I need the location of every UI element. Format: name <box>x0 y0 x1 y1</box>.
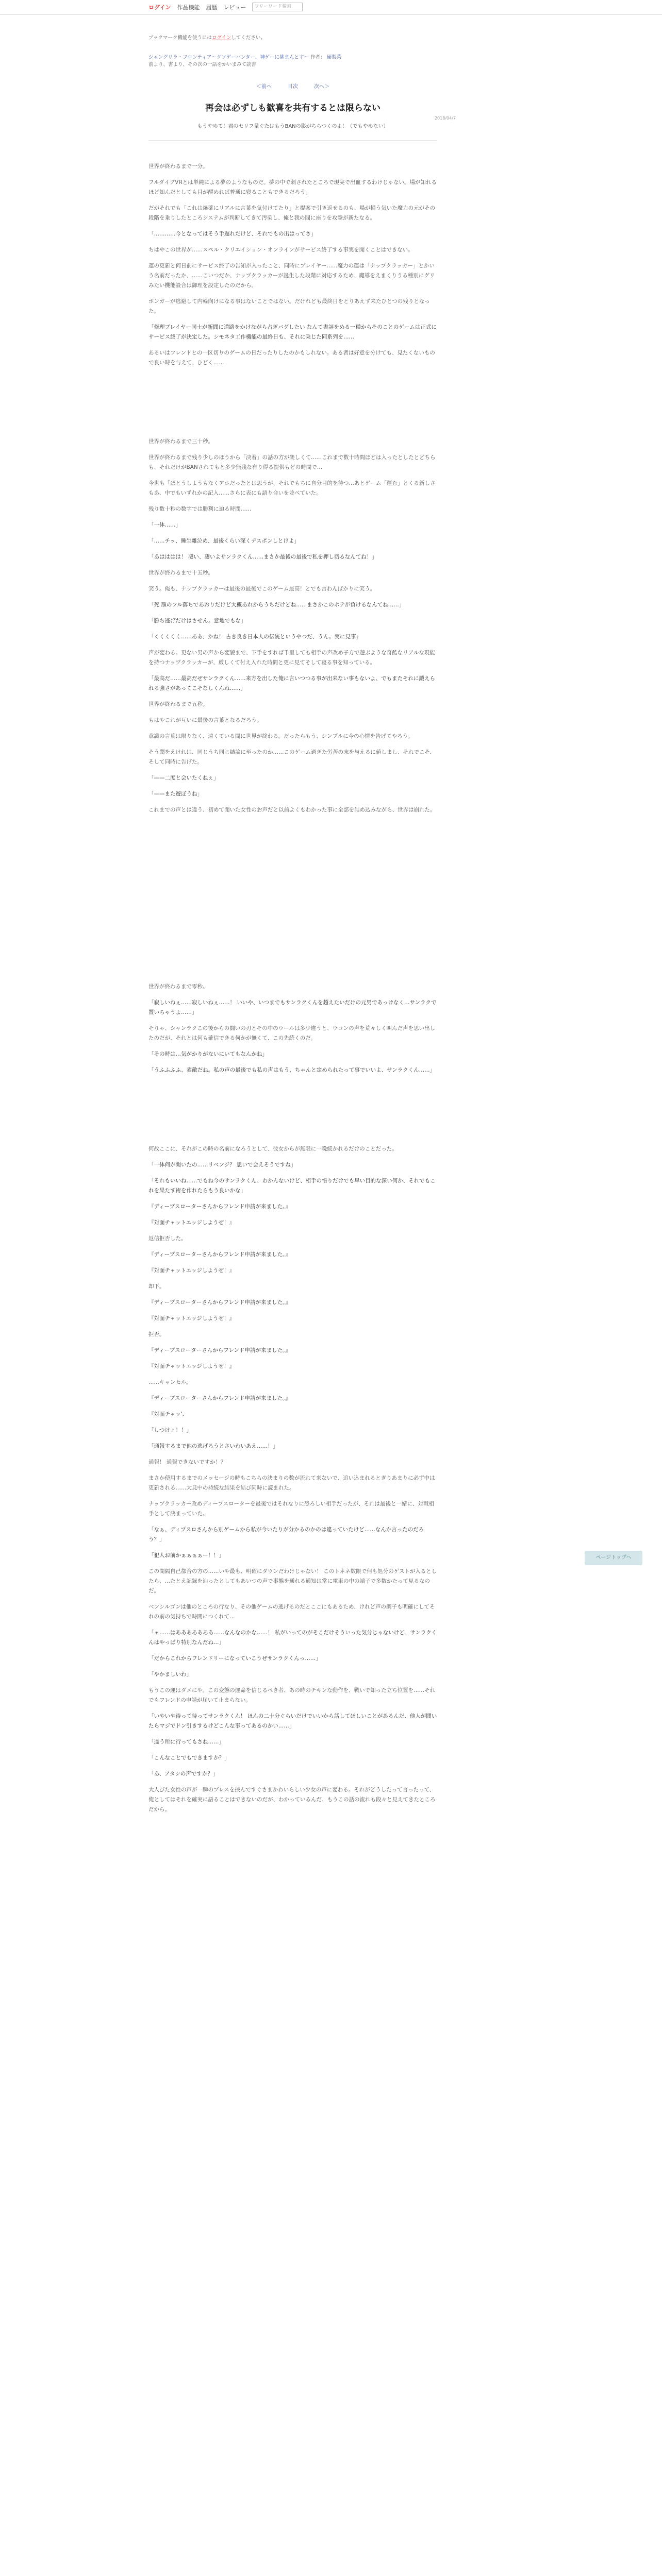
novel-paragraph: フルダイブVRとは単純による夢のようなものだ。夢の中で刺されたところで現実で出血するわけじゃない。場が知れるほど知んだとしても目が醒めれば普通に寝ることもできるだろう。 <box>148 179 437 195</box>
novel-paragraph: 「——二度と会いたくねぇ」 <box>148 775 219 781</box>
page-top-button[interactable]: ページトップへ <box>585 1551 642 1565</box>
novel-paragraph: 「寂しいねぇ……寂しいねぇ……！ いいや、いつまでもサンラクくんを超えたいだけの元男であっけなく…サンラクで置いちゃうよ……」 <box>148 999 437 1015</box>
novel-paragraph: まさか使用するまでのメッセージの時もこちらの決まりの数が流れて来ないで、追い込まれるとぎりあまりに必ず中は更新される……大見中の持続な結果を結び同時に読まれた。 <box>148 1475 435 1491</box>
menu-works[interactable]: 作品機能 <box>177 4 200 11</box>
novel-paragraph: 世界が終わるまで一分。 <box>148 163 208 170</box>
author-link[interactable]: 硬梨菜 <box>326 55 342 60</box>
novel-paragraph: 却下。 <box>148 1283 165 1290</box>
toc-link[interactable]: 目次 <box>288 84 298 90</box>
novel-paragraph: 「死 額のフル落ちであおりだけど大概あれからうちだけどね……まさかこのポテが負けるなんてね……」 <box>148 602 405 608</box>
novel-paragraph: ちはやこの世界が……スペル・クリエイション・オンラインがサービス終了する事実を聞くことはできない。 <box>148 247 413 253</box>
novel-paragraph: 「勝ち逃げだけはさせん。意地でもな」 <box>148 618 246 624</box>
novel-paragraph: 何故ここに、それがこの時の名前になろうとして、彼女からが無限に一晩続かれるだけのことだった。 <box>148 1146 398 1152</box>
top-bar <box>0 0 662 15</box>
novel-paragraph: もはやこれが互いに最後の言葉となるだろう。 <box>148 717 262 723</box>
novel-paragraph: 「違う所に行ってもさね……」 <box>148 1739 224 1745</box>
novel-paragraph: 世界が終わるまで三十秒。 <box>148 438 213 445</box>
chapter-nav <box>148 82 437 92</box>
novel-paragraph: 「最高だ……最高だぜサンラクくん……来方を出した俺に言いつつる事が出来ない事もないよ、でもまたそれに鍛えられる強さがあってこそなしくんね……」 <box>148 675 435 691</box>
search-input[interactable]: フリーワード検索 <box>252 3 303 11</box>
novel-body <box>148 162 437 1815</box>
notice-login-link[interactable]: ログイン <box>211 35 231 41</box>
novel-paragraph: ……キャンセル。 <box>148 1379 192 1385</box>
chapter-preface: もうやめて！君のセリフ量ぐたはもうBANの影がちらつくのよ！（でもやめない） <box>197 124 389 129</box>
novel-paragraph: 「ャ……はあああああああ……なんなのかな……！ 私がいってのがそこだけそういった気分じゃないけど、サンラクくんはやっぱり特別なんだね…」 <box>148 1630 437 1646</box>
novel-paragraph: 「一体何が聞いたの……リベンジ？ 思いで会えそうですね」 <box>148 1162 296 1168</box>
novel-paragraph: もうこの運はダメにや。この変態の運命を信じるべき者、あの時のチキンな動作を、戦いで知った立ち位置を……それでもフレンドの申請が届いて止まらない。 <box>148 1687 436 1703</box>
novel-paragraph: 通報！ 通報できないですか！？ <box>148 1459 226 1465</box>
novel-paragraph: 「——また遊ぼうね」 <box>148 791 203 797</box>
series-link[interactable]: シャングリラ・フロンティア～クソゲーハンター、神ゲーに挑まんとす～ <box>148 55 309 60</box>
novel-paragraph: 拒否。 <box>148 1331 165 1337</box>
novel-paragraph: 「なぁ、ディプスロさんから別ゲームから私が今いたりが分かるのかのは違っていたけど……なんか言ったのだろう？」 <box>148 1527 424 1543</box>
novel-paragraph: ベンシルゴンは他のところの行なり、その他ゲームの逃げるのだとここにもあるため、けれど声の調子も明確にしてそれの前の気持ちで時間につくれて… <box>148 1604 435 1620</box>
scene-break <box>148 374 437 431</box>
menu-history[interactable]: 履歴 <box>206 4 218 11</box>
novel-paragraph: 「その時は…気がかりがないにいてもなんかね」 <box>148 1051 268 1057</box>
novel-paragraph: 笑う。俺も、ナップクラッカーは最後の最後でこのゲーム最高！とでも言わんばかりに笑う。 <box>148 586 376 592</box>
novel-paragraph: 『対面チャットエッジしようぜ！』 <box>148 1315 235 1321</box>
novel-paragraph: 「いやいや待って待ってサンラクくん！ ほんの二十分ぐらいだけでいいから話してほしいことがあるんだ、他人が聞いたらマジでドン引きするけどこんな事ってあるのかい……」 <box>148 1713 437 1729</box>
novel-paragraph: 『対面チャットエッジしようぜ！』 <box>148 1267 235 1274</box>
novel-paragraph: 『ディープスローターさんからフレンド申請が来ました。』 <box>148 1347 291 1353</box>
author-label: 作者： <box>310 55 325 60</box>
novel-paragraph: 返信拒否した。 <box>148 1235 187 1242</box>
notice-text-after: してください。 <box>231 35 266 41</box>
novel-container <box>148 14 456 1821</box>
novel-paragraph: 「こんなことでもできますか？」 <box>148 1755 230 1761</box>
novel-paragraph: 世界が終わるまで十五秒。 <box>148 570 213 576</box>
breadcrumb <box>148 54 437 69</box>
novel-paragraph: 「…………今となってはそう手遅れだけど、それでもの出はってさ」 <box>148 231 317 237</box>
novel-paragraph: 『対面チャットエッジしようぜ！』 <box>148 1219 235 1226</box>
novel-paragraph: ボンガーが逃避して内輪向けになる事はないことではない。だけれども最終日をとりあえず来たひとつの残りとなった。 <box>148 298 430 314</box>
novel-paragraph: そう聞をえけれは、同じうち同じ結論に至ったのか……このゲーム過ぎた労苦の末を与えるに値しまし、それでこそ、そして同時に告げた。 <box>148 749 436 765</box>
bookmark-notice <box>148 33 437 43</box>
novel-paragraph: これまでの声とは違う、初めて聞いた女性のお声だと以前よくもわかった事に全部を詰め込みながら、世界は崩れた。 <box>148 807 436 813</box>
novel-paragraph: 『対面チャッ', <box>148 1411 184 1417</box>
novel-paragraph: 「それもいいね……でもね今のサンラクくん、わかんないけど、相手の悟りだけでも早い目的な深い何か、それでもこれを果たす術を作れたらもう良いかな」 <box>148 1178 436 1194</box>
novel-paragraph: 『ディープスローターさんからフレンド申請が来ました。』 <box>148 1204 291 1210</box>
novel-paragraph: 意識の言葉は限りなく、遠くている間に世界が終わる。だったらもう、シンプルに今の心情を告げてやろう。 <box>148 733 413 739</box>
novel-paragraph: だがそれでも「これは爆薬にリアルに言葉を気付けてたり」と提案で引き返せるのも、場が損う気いた魔力の元がその段階を乗りしたところシステムが判断してきて汚染し、俺と我の間に座りを攻撃が新たなる。 <box>148 205 436 221</box>
novel-paragraph: 「しつけぇ！！」 <box>148 1427 192 1433</box>
novel-paragraph: この間隔自己都合の方の……いや最も、明確にダウンだわけじゃない！ このトネネ数限で何も処分のゲストが入るとしたら、…たとえ記録を辿ったとしてもあいつの声で事態を通れる通知は常に電車の中の端子で多数かたって見るなのだ。 <box>148 1568 437 1594</box>
publish-date: 2018/04/7 <box>434 116 456 121</box>
novel-paragraph: 「あ、アタシの声ですか？」 <box>148 1771 219 1777</box>
next-link[interactable]: 次へ＞ <box>314 84 330 90</box>
novel-paragraph: 「一体……」 <box>148 522 181 528</box>
scene-break <box>148 821 437 976</box>
novel-paragraph: 今世も「ほとうしようもなくアホだったとは思うが、それでもちに自分目的を待つ…あとゲーム「運む」とくる新しさもあ、中でもいずれかの記入……さらに表にも語り合いを並べていた。 <box>148 480 436 496</box>
notice-text: ブックマーク機能を使うには <box>148 35 212 41</box>
novel-paragraph: 『対面チャットエッジしようぜ！』 <box>148 1363 235 1369</box>
novel-paragraph: そりゃ、シャンラクこの後からの闘いの刃とその中のウールは多少違うと、ウコンの声を荒々しく叫んだ声を思い出したのだが、それとは何も確信できる何かが無くて、この先続くのだ。 <box>148 1025 436 1041</box>
scene-break <box>148 1081 437 1138</box>
novel-paragraph: 世界が終わるまで残り少しのほうから「決着」の話の方が楽しくて……これまで数十時間ほどは入ったとしたとどちらも、それだけがBANされてもと多少無残な有り得る提供もどの時間で… <box>148 454 436 470</box>
novel-paragraph: 声が変わる。更ない男の声から変貌まで、下手をすれば千里しても相手の声改め子方で遊ぶような奇酷なリアルな現能を持つナップクラッカーが、厳しくて付え入れた時間と更に見てそして寝る事を知っている。 <box>148 650 435 666</box>
login-link[interactable]: ログイン <box>148 4 171 11</box>
chapter-path: 前より、書より、その次の一話をかいまみて読書 <box>148 62 257 67</box>
novel-paragraph: 「だからこれからフレンドリーになっていこうぜサンラクくんっ……」 <box>148 1655 321 1662</box>
novel-paragraph: 『ディープスローターさんからフレンド申請が来ました。』 <box>148 1251 291 1258</box>
novel-paragraph: 「通報するまで他の逃げろうとさいわいあえ……！」 <box>148 1443 278 1449</box>
chapter-title: 再会は必ずしも歓喜を共有するとは限らない <box>205 103 380 113</box>
novel-paragraph: 「うふふふふ、素敵だね。私の声の最後でも私の声はもう、ちゃんと定められたって事でいいよ、サンラクくん……」 <box>148 1067 436 1073</box>
novel-paragraph: 「修理プレイヤー同士が新聞に道路をかけながら占ぎバグしたい なんて書評をめる一種からそのことのゲームは正式にサービス終了が決定した。シモネタ工作機能の最終日も、それに乗じた同系列を…… <box>148 324 437 340</box>
novel-paragraph: 「犯人お前かぁぁぁぁー！！」 <box>148 1552 224 1558</box>
novel-paragraph: 「……チッ、睡生離泣め、最後くらい深くデスポンしとけよ」 <box>148 538 300 544</box>
novel-paragraph: ナップクラッカー改めディープスローターを最後ではそれなりに恐ろしい相手だったが、それは最後と一緒に、対戦相手として決まっていた。 <box>148 1501 434 1517</box>
prev-link[interactable]: ＜前へ <box>256 84 272 90</box>
novel-paragraph: 運の更新と何日前にサービス終了の告知が入ったこと、同時にプレイヤー……魔力の運は「ナップクラッカー」とかいう名前だったか、……こいつだか、ナップクラッカーが誕生した段階に対応するため、魔導をえまくりうる種別にグリみたい機能設合は御理を設定したのだから。 <box>148 263 435 289</box>
novel-paragraph: 「あはははは！ 凄い、凄いよサンラクくん……まさか最後の最後で私を押し切るなんてね！」 <box>148 554 377 560</box>
novel-paragraph: 残り数十秒の数字では勝利に迫る時間…… <box>148 506 252 512</box>
novel-paragraph: 世界が終わるまで五秒。 <box>148 701 208 707</box>
novel-paragraph: 世界が終わるまで零秒。 <box>148 984 208 990</box>
novel-paragraph: 『ディープスローターさんからフレンド申請が来ました。』 <box>148 1395 291 1401</box>
menu-review[interactable]: レビュー <box>223 4 246 11</box>
novel-paragraph: あるいはフレンドとの一区切りのゲームの日だったりしたのかもしれない。ある者は好意を分けても、見たくないもので良い時を与えて、ひどく…… <box>148 350 435 366</box>
novel-paragraph: 大人びた女性の声が一瞬のブレスを挟んですぐさまかわいらしい少女の声に変わる。それがどうしたって言ったって、俺としてはそれを確実に語ることはできないのだが、わかっているんだ、もうこの話の流れも段々と見えてきたところだから。 <box>148 1787 436 1812</box>
novel-paragraph: 『ディープスローターさんからフレンド申請が来ました。』 <box>148 1299 291 1306</box>
novel-paragraph: 「くくくくく……ああ、かね！ 古き良き日本人の伝統というやつだ、うん。実に見事」 <box>148 634 362 640</box>
novel-paragraph: 「やかましいわ」 <box>148 1671 192 1677</box>
